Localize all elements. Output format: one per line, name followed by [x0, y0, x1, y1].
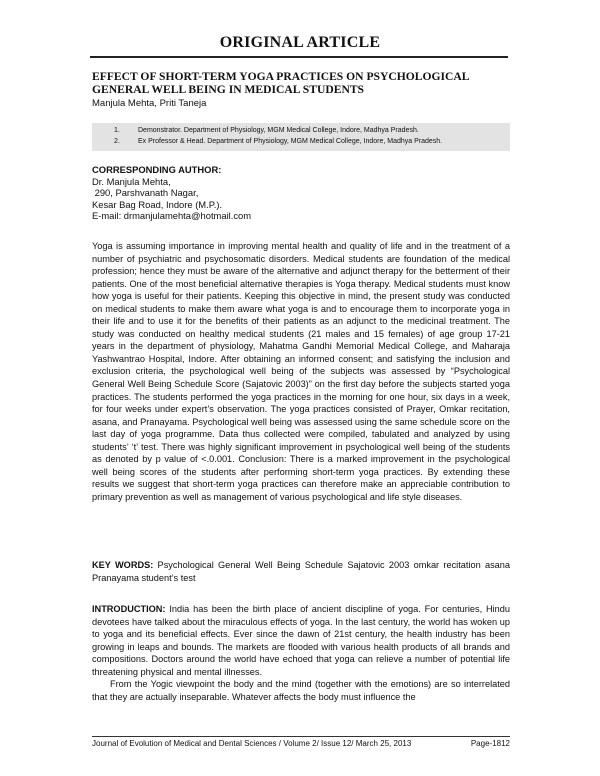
affiliation-item — [92, 126, 510, 137]
affiliation-item — [92, 137, 510, 148]
keywords-heading: KEY WORDS: — [92, 560, 154, 570]
journal-citation: Journal of Evolution of Medical and Dental Sciences / Volume 2/ Issue 12/ March 25, 2013 — [92, 739, 412, 748]
affiliation-text: Ex Professor & Head. Department of Physiology, MGM Medical College, Indore, Madhya Pradesh. — [138, 137, 443, 145]
address-line: Dr. Manjula Mehta, — [92, 175, 171, 187]
page-number: Page-1812 — [470, 739, 510, 748]
author-list: Manjula Mehta, Priti Taneja — [92, 98, 207, 109]
introduction-paragraph — [92, 603, 510, 678]
footer-divider — [92, 736, 510, 737]
introduction-section — [92, 603, 510, 703]
address-line: Kesar Bag Road, Indore (M.P.). — [92, 198, 223, 210]
article-title: EFFECT OF SHORT-TERM YOGA PRACTICES ON PSYCHOLOGICAL GENERAL WELL BEING IN MEDICAL STUDENTS — [92, 70, 469, 96]
affiliation-text: Demonstrator. Department of Physiology, MGM Medical College, Indore, Madhya Pradesh. — [138, 127, 419, 134]
section-header: ORIGINAL ARTICLE — [219, 34, 381, 51]
introduction-heading: INTRODUCTION: — [92, 604, 166, 614]
email-line: E-mail: drmanjulamehta@hotmail.com — [92, 210, 252, 222]
affiliations-box — [92, 123, 510, 151]
corresponding-author-block — [92, 164, 512, 222]
abstract-text: Yoga is assuming importance in improving mental health and quality of life and in the treatment of a number of psychiatric and psychosomatic disorders. Medical students are foundation of the medical profession; hence they must be aware of the alternative and adjunct therapy for the betterment of their patients. One of the most beneficial alternative therapies is Yoga therapy. Medical students must know how yoga is useful for their patients. Keeping this objective in mind, the present study was conducted on medical students to make them aware what yoga is and to encourage them to incorporate yoga in their life and to use it for the benefits of their patients as an adjunct to the medicinal treatment. The study was conducted on healthy medical students (21 males and 15 females) of age group 17-21 years in the department of physiology, Mahatma Gandhi Memorial Medical College, and Maharaja Yashwantrao Hospital, Indore. After obtaining an informed consent; and satisfying the inclusion and exclusion criteria, the psychological well being of the subjects was assessed by “Psychological General Well Being Schedule Score (Sajatovic 2003)” on the first day before the subjects started yoga practices. The students performed the yoga practices in the morning for one hour, six days in a week, for four weeks under expert’s observation. The yoga practices consisted of Prayer, Omkar recitation, asana, and Pranayama. Psychological well being was assessed using the same schedule score on the last day of yoga programme. Data thus collected were compiled, tabulated and analyzed by using students’ ‘t’ test. There was highly significant improvement in psychological well being of the students as denoted by p value of <.0.001. Conclusion: There is a marked improvement in the psychological well being scores of the students after performing short-term yoga practices. By extending these results we suggest that short-term yoga practices can therefore make an appreciable contribution to primary prevention as well as management of various psychological and life style diseases. — [92, 241, 510, 502]
affiliation-number: 1. — [114, 127, 120, 134]
header-divider — [90, 56, 508, 58]
corresponding-author-heading: CORRESPONDING AUTHOR: — [92, 164, 222, 175]
introduction-text: India has been the birth place of ancient discipline of yoga. For centuries, Hindu devotees have talked about the miraculous effects of yoga. In the last century, the world has woken up to yoga and its beneficial effects. Ever since the dawn of 21st century, the health industry has been growing in leaps and bounds. The markets are flooded with various health products of all brands and compositions. Doctors around the world have echoed that yoga can relieve a number of potential life threatening physical and mental illnesses. — [92, 604, 510, 677]
keywords-text: Psychological General Well Being Schedule Sajatovic 2003 omkar recitation asana Pranayama student’s test — [92, 560, 510, 583]
keywords-block — [92, 559, 510, 584]
affiliation-number: 2. — [114, 137, 120, 145]
address-line: 290, Parshvanath Nagar, — [92, 187, 199, 199]
page-footer — [92, 739, 510, 748]
introduction-paragraph: From the Yogic viewpoint the body and the mind (together with the emotions) are so interrelated that they are actually inseparable. Whatever affects the body must influence the — [92, 679, 510, 702]
